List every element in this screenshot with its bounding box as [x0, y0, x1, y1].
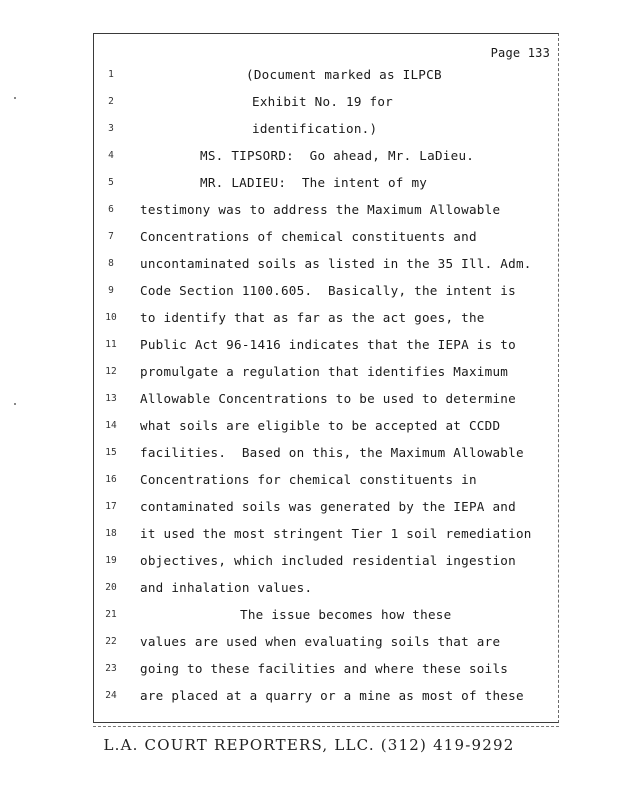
- line-text: facilities. Based on this, the Maximum Allowable: [140, 445, 524, 460]
- line-number: 2: [108, 96, 114, 107]
- line-text: Public Act 96-1416 indicates that the IEPA is to: [140, 337, 516, 352]
- transcript-line: [94, 607, 560, 627]
- bottom-rule: [93, 726, 559, 727]
- transcript-line: [94, 526, 560, 546]
- line-text: testimony was to address the Maximum Allowable: [140, 202, 501, 217]
- transcript-line: [94, 175, 560, 195]
- line-number: 12: [105, 366, 117, 377]
- scan-speck: [14, 97, 16, 99]
- line-text: Code Section 1100.605. Basically, the intent is: [140, 283, 516, 298]
- line-text: The issue becomes how these: [240, 607, 452, 622]
- transcript-line: [94, 688, 560, 708]
- line-text: and inhalation values.: [140, 580, 313, 595]
- line-text: contaminated soils was generated by the IEPA and: [140, 499, 516, 514]
- scan-speck: [14, 403, 16, 405]
- line-number: 20: [105, 582, 117, 593]
- line-number: 10: [105, 312, 117, 323]
- line-text: values are used when evaluating soils that are: [140, 634, 501, 649]
- line-text: Exhibit No. 19 for: [252, 94, 393, 109]
- line-number: 21: [105, 609, 117, 620]
- transcript-line: [94, 553, 560, 573]
- transcript-line: [94, 229, 560, 249]
- line-number: 5: [108, 177, 114, 188]
- line-text: going to these facilities and where these soils: [140, 661, 509, 676]
- line-number: 16: [105, 474, 117, 485]
- transcript-line: [94, 67, 560, 87]
- transcript-line: [94, 445, 560, 465]
- transcript-line: [94, 391, 560, 411]
- line-number: 8: [108, 258, 114, 269]
- line-text: objectives, which included residential ingestion: [140, 553, 516, 568]
- line-number: 4: [108, 150, 114, 161]
- line-number: 13: [105, 393, 117, 404]
- transcript-line: [94, 364, 560, 384]
- line-number: 1: [108, 69, 114, 80]
- line-number: 11: [105, 339, 117, 350]
- transcript-line: [94, 94, 560, 114]
- transcript-line: [94, 310, 560, 330]
- transcript-line: [94, 472, 560, 492]
- line-text: what soils are eligible to be accepted at CCDD: [140, 418, 501, 433]
- line-number: 14: [105, 420, 117, 431]
- transcript-line: [94, 337, 560, 357]
- line-text: Allowable Concentrations to be used to determine: [140, 391, 516, 406]
- line-number: 22: [105, 636, 117, 647]
- transcript-line: [94, 148, 560, 168]
- line-text: Concentrations of chemical constituents and: [140, 229, 477, 244]
- line-number: 15: [105, 447, 117, 458]
- transcript-line: [94, 202, 560, 222]
- line-text: are placed at a quarry or a mine as most of these: [140, 688, 524, 703]
- line-number: 19: [105, 555, 117, 566]
- transcript-line: [94, 661, 560, 681]
- line-number: 7: [108, 231, 114, 242]
- line-text: MR. LADIEU: The intent of my: [200, 175, 428, 190]
- line-text: to identify that as far as the act goes, the: [140, 310, 485, 325]
- line-text: identification.): [252, 121, 378, 136]
- court-reporter-footer: L.A. COURT REPORTERS, LLC. (312) 419-9292: [103, 736, 515, 754]
- line-text: uncontaminated soils as listed in the 35 Ill. Adm.: [140, 256, 532, 271]
- line-number: 18: [105, 528, 117, 539]
- transcript-line: [94, 121, 560, 141]
- transcript-line: [94, 418, 560, 438]
- transcript-page: [93, 33, 559, 723]
- line-number: 6: [108, 204, 114, 215]
- line-text: promulgate a regulation that identifies Maximum: [140, 364, 509, 379]
- line-text: (Document marked as ILPCB: [246, 67, 442, 82]
- transcript-line: [94, 283, 560, 303]
- transcript-line: [94, 634, 560, 654]
- line-number: 24: [105, 690, 117, 701]
- transcript-line: [94, 499, 560, 519]
- line-number: 3: [108, 123, 114, 134]
- line-number: 23: [105, 663, 117, 674]
- line-text: MS. TIPSORD: Go ahead, Mr. LaDieu.: [200, 148, 475, 163]
- transcript-line: [94, 580, 560, 600]
- line-text: Concentrations for chemical constituents in: [140, 472, 477, 487]
- line-text: it used the most stringent Tier 1 soil remediation: [140, 526, 532, 541]
- line-number: 17: [105, 501, 117, 512]
- line-number: 9: [108, 285, 114, 296]
- page-number: Page 133: [490, 46, 550, 60]
- transcript-line: [94, 256, 560, 276]
